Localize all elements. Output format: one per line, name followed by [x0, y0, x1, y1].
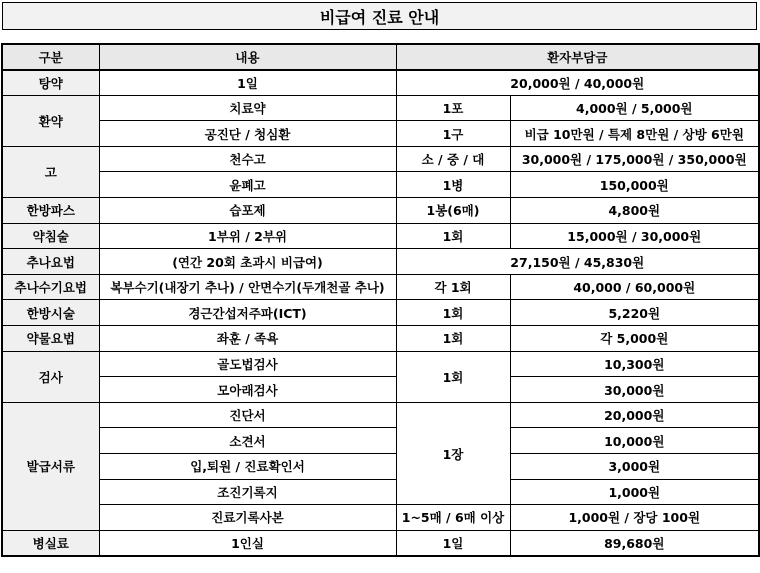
row-content: 경근간섭저주파(ICT)	[99, 300, 396, 326]
page-title-text: 비급여 진료 안내	[319, 7, 440, 27]
row-category: 병실료	[2, 530, 99, 556]
row-unit: 1일	[396, 530, 510, 556]
row-unit: 각 1회	[396, 274, 510, 300]
row-unit: 1포	[396, 95, 510, 121]
row-price: 비급 10만원 / 특제 8만원 / 상방 6만원	[510, 121, 759, 147]
row-category: 한방파스	[2, 198, 99, 224]
page-title	[2, 2, 757, 30]
table-row	[2, 454, 759, 480]
row-price: 5,220원	[510, 300, 759, 326]
row-price: 각 5,000원	[510, 326, 759, 352]
row-unit: 1봉(6매)	[396, 198, 510, 224]
row-content: 진료기록사본	[99, 505, 396, 531]
row-price: 150,000원	[510, 172, 759, 198]
row-unit: 1회	[396, 300, 510, 326]
row-price: 30,000원	[510, 377, 759, 403]
table-row	[2, 198, 759, 224]
row-content: 치료약	[99, 95, 396, 121]
row-price: 10,000원	[510, 428, 759, 454]
table-row	[2, 70, 759, 96]
row-price: 89,680원	[510, 530, 759, 556]
header-category: 구분	[2, 44, 99, 70]
row-category: 약물요법	[2, 326, 99, 352]
row-price: 4,000원 / 5,000원	[510, 95, 759, 121]
row-category: 검사	[2, 351, 99, 402]
row-content: 복부수기(내장기 추나) / 안면수기(두개천골 추나)	[99, 274, 396, 300]
row-content: 소견서	[99, 428, 396, 454]
row-price: 1,000원 / 장당 100원	[510, 505, 759, 531]
table-row	[2, 223, 759, 249]
fee-table	[1, 43, 760, 557]
row-content: 골도법검사	[99, 351, 396, 377]
row-price: 4,800원	[510, 198, 759, 224]
row-content: 모아래검사	[99, 377, 396, 403]
row-category: 약침술	[2, 223, 99, 249]
row-content: 1인실	[99, 530, 396, 556]
table-row	[2, 377, 759, 403]
row-price: 30,000원 / 175,000원 / 350,000원	[510, 146, 759, 172]
row-unit: 1~5매 / 6매 이상	[396, 505, 510, 531]
table-row	[2, 530, 759, 556]
table-header-row	[2, 44, 759, 70]
row-content: 윤폐고	[99, 172, 396, 198]
row-content: 1일	[99, 70, 396, 96]
table-row	[2, 402, 759, 428]
table-row	[2, 479, 759, 505]
table-row	[2, 326, 759, 352]
row-unit: 1구	[396, 121, 510, 147]
row-price: 15,000원 / 30,000원	[510, 223, 759, 249]
table-row	[2, 121, 759, 147]
row-category: 탕약	[2, 70, 99, 96]
row-content: 입,퇴원 / 진료확인서	[99, 454, 396, 480]
row-category: 추나수기요법	[2, 274, 99, 300]
row-price: 3,000원	[510, 454, 759, 480]
row-price: 20,000원	[510, 402, 759, 428]
row-price: 1,000원	[510, 479, 759, 505]
table-row	[2, 274, 759, 300]
row-category: 추나요법	[2, 249, 99, 275]
header-charge: 환자부담금	[396, 44, 759, 70]
table-row	[2, 146, 759, 172]
row-category: 한방시술	[2, 300, 99, 326]
table-row	[2, 249, 759, 275]
row-category: 고	[2, 146, 99, 197]
header-content: 내용	[99, 44, 396, 70]
row-price: 20,000원 / 40,000원	[396, 70, 759, 96]
row-price: 27,150원 / 45,830원	[396, 249, 759, 275]
table-row	[2, 351, 759, 377]
row-content: 공진단 / 청심환	[99, 121, 396, 147]
row-category: 발급서류	[2, 402, 99, 530]
row-content: 천수고	[99, 146, 396, 172]
row-price: 10,300원	[510, 351, 759, 377]
row-content: 진단서	[99, 402, 396, 428]
row-unit: 1장	[396, 402, 510, 504]
row-category: 환약	[2, 95, 99, 146]
row-content: 습포제	[99, 198, 396, 224]
table-row	[2, 428, 759, 454]
row-price: 40,000 / 60,000원	[510, 274, 759, 300]
row-content: 1부위 / 2부위	[99, 223, 396, 249]
row-unit: 1회	[396, 223, 510, 249]
table-row	[2, 300, 759, 326]
row-unit: 1회	[396, 351, 510, 402]
row-unit: 소 / 중 / 대	[396, 146, 510, 172]
table-row	[2, 172, 759, 198]
row-unit: 1병	[396, 172, 510, 198]
table-row	[2, 505, 759, 531]
table-row	[2, 95, 759, 121]
row-unit: 1회	[396, 326, 510, 352]
row-content: 조진기록지	[99, 479, 396, 505]
row-content: (연간 20회 초과시 비급여)	[99, 249, 396, 275]
row-content: 좌훈 / 족욕	[99, 326, 396, 352]
